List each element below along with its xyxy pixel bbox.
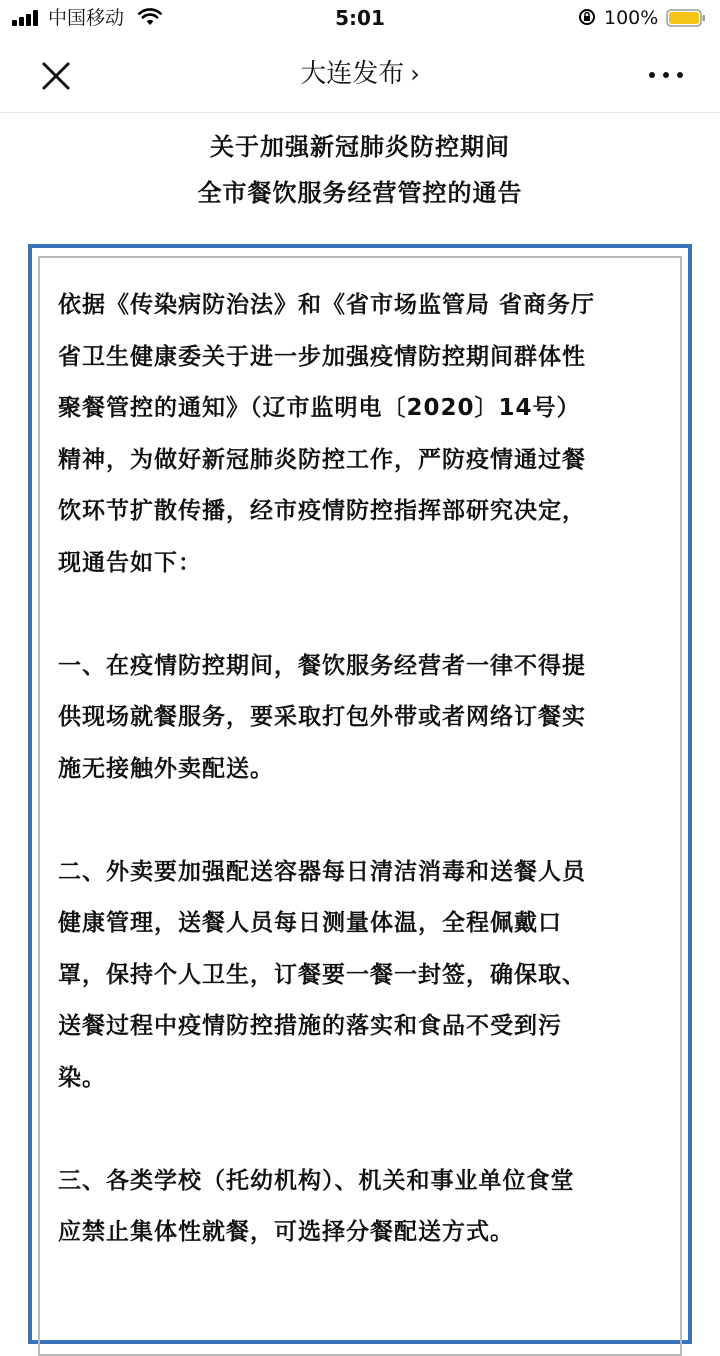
more-icon[interactable] [644,60,688,90]
text-line: 施无接触外卖配送。 [58,755,274,782]
text-line: 供现场就餐服务，要采取打包外带或者网络订餐实 [58,704,586,730]
title-line: 关于加强新冠肺炎防控期间 [210,133,510,161]
text-line: 送餐过程中疫情防控措施的落实和食品不受到污 [58,1013,562,1039]
text-line: 三、各类学校（托幼机构）、机关和事业单位食堂 [58,1167,575,1194]
text-line: 精神，为做好新冠肺炎防控工作，严防疫情通过餐 [58,446,586,473]
account-title[interactable] [0,56,720,92]
paragraph-item-1 [58,641,664,796]
carrier-label: 中国移动 [48,7,125,29]
spacer [58,1104,664,1156]
text-line: 应禁止集体性就餐，可选择分餐配送方式。 [58,1219,514,1245]
rotation-lock-icon [578,8,596,26]
text-line: 健康管理，送餐人员每日测量体温，全程佩戴口 [58,910,562,936]
battery-icon [666,9,706,27]
paragraph-item-2 [58,847,664,1105]
status-bar [0,0,720,36]
text-line: 聚餐管控的通知》（辽市监明电〔2020〕14号） [58,395,581,421]
text-line: 依据《传染病防治法》和《省市场监管局 省商务厅 [58,292,596,318]
spacer [58,795,664,847]
account-name: 大连发布 [300,59,405,89]
paragraph-item-3 [58,1156,664,1259]
battery-percent: 100% [604,7,659,29]
text-line: 罩，保持个人卫生，订餐要一餐一封签，确保取、 [58,961,586,988]
text-line: 一、在疫情防控期间，餐饮服务经营者一律不得提 [58,652,586,679]
spacer [58,589,664,641]
paragraph-intro [58,280,664,589]
text-line: 二、外卖要加强配送容器每日清洁消毒和送餐人员 [58,858,586,885]
text-line: 饮环节扩散传播，经市疫情防控指挥部研究决定， [58,498,586,524]
status-time: 5:01 [335,6,385,30]
article-title [0,124,720,216]
title-line: 全市餐饮服务经营管控的通告 [197,179,523,207]
text-line: 染。 [58,1064,106,1091]
nav-bar [0,36,720,113]
text-line: 现通告如下： [58,549,202,576]
chevron-right-icon: › [410,60,420,88]
article-body [58,280,664,1259]
text-line: 省卫生健康委关于进一步加强疫情防控期间群体性 [58,343,586,370]
